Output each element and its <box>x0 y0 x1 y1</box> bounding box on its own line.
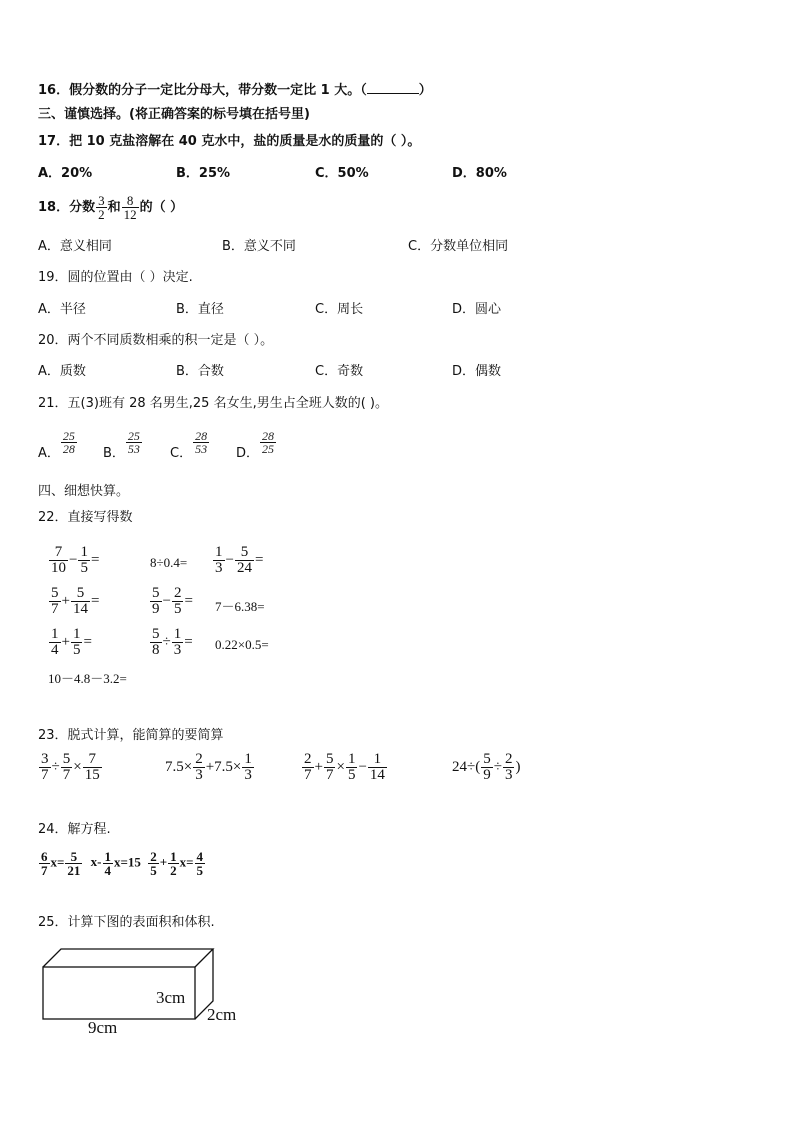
q21-option-b[interactable]: B． $\frac{25}{53}$ <box>103 429 140 461</box>
fraction: $\frac{28}{25}$ <box>262 429 275 456</box>
q22-expr-2: 8÷0.4= <box>150 555 188 570</box>
q22-expr-8: $\frac{5}{8}$ ÷ $\frac{1}{3}$ = <box>152 626 193 658</box>
length-label: 9cm <box>88 1018 118 1037</box>
height-label: 3cm <box>156 988 186 1007</box>
q17-option-a[interactable]: A．20% <box>38 166 93 181</box>
cuboid-figure <box>40 945 230 1025</box>
question-22-title: 22．直接写得数 <box>38 510 133 525</box>
answer-blank[interactable] <box>367 82 419 94</box>
q19-option-d[interactable]: D．圆心 <box>452 302 502 317</box>
q22-expr-4: $\frac{5}{7}$ + $\frac{5}{14}$ = <box>51 585 100 617</box>
question-16-close: ） <box>418 83 432 98</box>
q18-option-b[interactable]: B．意义不同 <box>222 239 296 254</box>
q22-expr-10: 10－4.8－3.2= <box>48 671 127 686</box>
question-16-number: 16． <box>38 83 70 98</box>
q17-option-c[interactable]: C．50% <box>315 166 369 181</box>
q22-expr-5: $\frac{5}{9}$ − $\frac{2}{5}$ = <box>152 585 193 617</box>
q22-expr-9: 0.22×0.5= <box>215 637 269 652</box>
question-19-text: 19．圆的位置由（ ）决定. <box>38 270 193 285</box>
q18-option-a[interactable]: A．意义相同 <box>38 239 112 254</box>
q17-option-b[interactable]: B．25% <box>176 166 231 181</box>
fraction: $\frac{8}{12}$ <box>123 193 137 222</box>
width-label: 2cm <box>207 1005 237 1024</box>
q19-option-c[interactable]: C．周长 <box>315 302 364 317</box>
q23-expr-4: 24÷( $\frac{5}{9}$ ÷ $\frac{2}{3}$ ) <box>452 751 521 783</box>
q21-option-a[interactable]: A． $\frac{25}{28}$ <box>38 429 75 461</box>
q23-expr-2: 7.5× $\frac{2}{3}$ +7.5× $\frac{1}{3}$ <box>165 751 252 783</box>
question-16-text: 假分数的分子一定比分母大，带分数一定比 1 大。（ <box>69 83 367 98</box>
question-18-suffix: 的（ ） <box>139 200 184 215</box>
q22-expr-6: 7－6.38= <box>215 599 265 614</box>
q22-expr-7: $\frac{1}{4}$ + $\frac{1}{5}$ = <box>51 626 92 658</box>
fraction: $\frac{3}{2}$ <box>98 193 105 222</box>
question-21-text: 21．五(3)班有 28 名男生,25 名女生,男生占全班人数的( )。 <box>38 396 388 411</box>
q21-option-d[interactable]: D． $\frac{28}{25}$ <box>236 429 275 461</box>
question-16 <box>38 82 432 99</box>
question-18-and: 和 <box>107 200 121 215</box>
q20-option-d[interactable]: D．偶数 <box>452 364 502 379</box>
fraction: $\frac{25}{53}$ <box>127 429 140 456</box>
question-18-prefix: 18．分数 <box>38 200 96 215</box>
q19-option-b[interactable]: B．直径 <box>176 302 224 317</box>
q22-expr-3: $\frac{1}{3}$ − $\frac{5}{24}$ = <box>215 544 264 576</box>
q20-option-b[interactable]: B．合数 <box>176 364 224 379</box>
q21-option-c[interactable]: C． $\frac{28}{53}$ <box>170 429 208 461</box>
q19-option-a[interactable]: A．半径 <box>38 302 86 317</box>
question-20-text: 20．两个不同质数相乘的积一定是（ ）。 <box>38 333 274 348</box>
section-4-heading: 四、细想快算。 <box>38 484 130 499</box>
q20-option-c[interactable]: C．奇数 <box>315 364 364 379</box>
q22-expr-1: $\frac{7}{10}$ − $\frac{1}{5}$ = <box>51 544 100 576</box>
question-17-text: 17．把 10 克盐溶解在 40 克水中，盐的质量是水的质量的（ ）。 <box>38 134 421 149</box>
q23-expr-1: $\frac{3}{7}$ ÷ $\frac{5}{7}$ × $\frac{7}{15}$ <box>41 751 100 783</box>
fraction: $\frac{25}{28}$ <box>62 429 75 456</box>
fraction: $\frac{28}{53}$ <box>195 429 208 456</box>
question-25-title: 25．计算下图的表面积和体积. <box>38 915 215 930</box>
q24-equations: $\frac{6}{7}$ x= $\frac{5}{21}$ x- $\frac{1}{4}$ x=15 $\frac{2}{5}$ + $\frac{1}{2}$ x= $\frac{4}{5}$ <box>41 849 204 878</box>
q20-option-a[interactable]: A．质数 <box>38 364 86 379</box>
q17-option-d[interactable]: D．80% <box>452 166 507 181</box>
q18-option-c[interactable]: C．分数单位相同 <box>408 239 509 254</box>
question-18 <box>38 194 183 221</box>
section-3-heading: 三、谨慎选择。(将正确答案的标号填在括号里) <box>38 107 310 122</box>
q23-expr-3: $\frac{2}{7}$ + $\frac{5}{7}$ × $\frac{1}{5}$ − $\frac{1}{14}$ <box>304 751 385 783</box>
question-23-title: 23．脱式计算，能简算的要简算 <box>38 728 224 743</box>
question-24-title: 24．解方程. <box>38 822 111 837</box>
